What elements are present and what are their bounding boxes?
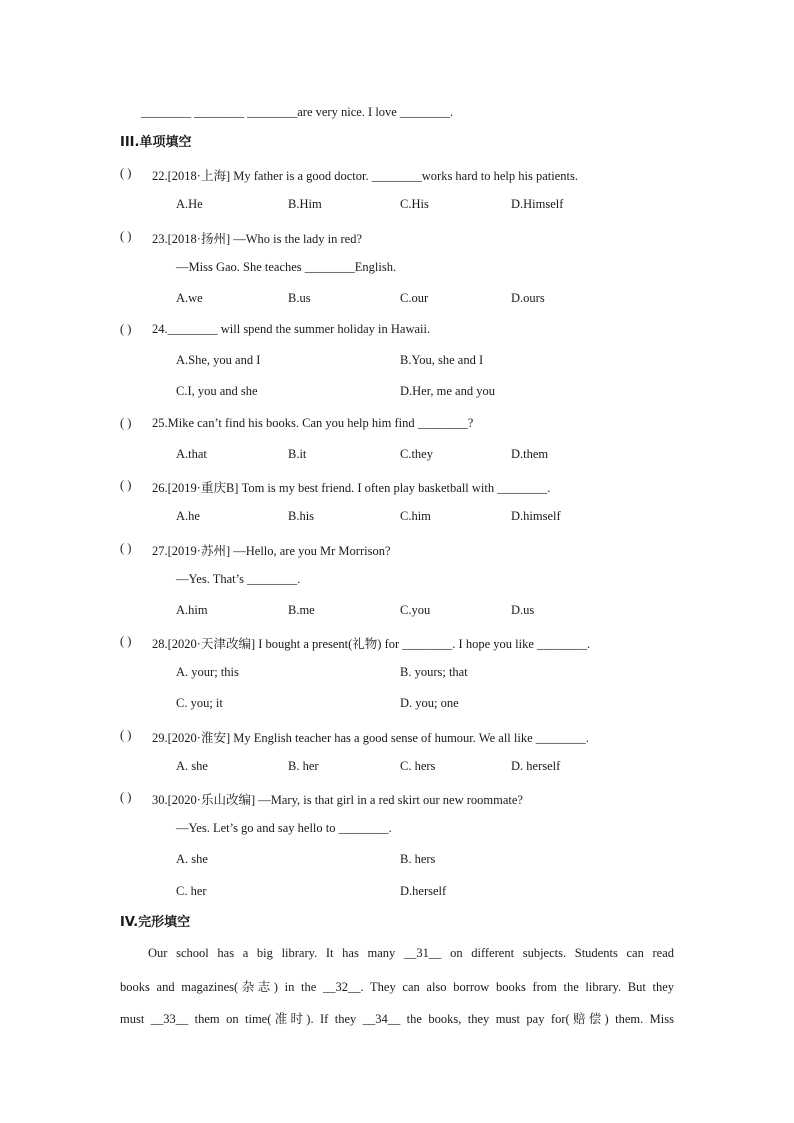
option-c: C.him	[400, 509, 431, 523]
option-d: D. you; one	[400, 696, 459, 710]
passage-line: Our school has a big library. It has many __31__ on different subjects. Students can read	[148, 946, 674, 960]
option-b: B.it	[288, 447, 307, 461]
option-a: A. she	[176, 852, 208, 866]
option-c: C.they	[400, 447, 433, 461]
option-b: B. hers	[400, 852, 436, 866]
answer-blank[interactable]: ( )	[120, 229, 132, 243]
answer-blank[interactable]: ( )	[120, 541, 132, 555]
question-stem: 29.[2020·淮安] My English teacher has a good sense of humour. We all like ________.	[152, 731, 589, 745]
option-d: D.ours	[511, 291, 545, 305]
option-a: A.He	[176, 197, 203, 211]
question-stem: 28.[2020·天津改编] I bought a present(礼物) for ________. I hope you like ________.	[152, 637, 591, 651]
option-d: D. herself	[511, 759, 561, 773]
answer-blank[interactable]: ( )	[120, 728, 132, 742]
option-c: C.you	[400, 603, 431, 617]
question-stem: 26.[2019·重庆B] Tom is my best friend. I often play basketball with ________.	[152, 481, 551, 495]
option-d: D.them	[511, 447, 549, 461]
option-d: D.Her, me and you	[400, 384, 495, 398]
option-c: C. hers	[400, 759, 436, 773]
option-a: A.that	[176, 447, 207, 461]
option-c: C.our	[400, 291, 429, 305]
option-c: C.I, you and she	[176, 384, 258, 398]
answer-blank[interactable]: ( )	[120, 634, 132, 648]
option-a: A. your; this	[176, 665, 239, 679]
top-line: ________ ________ ________are very nice. I love ________.	[141, 105, 454, 119]
answer-blank[interactable]: ( )	[120, 416, 132, 430]
option-d: D.herself	[400, 884, 447, 898]
question-stem: 25.Mike can’t find his books. Can you help him find ________?	[152, 416, 474, 430]
answer-blank[interactable]: ( )	[120, 322, 132, 336]
option-b: B. yours; that	[400, 665, 468, 679]
option-b: B.You, she and I	[400, 353, 484, 367]
option-d: D.himself	[511, 509, 561, 523]
section-3-title: III.单项填空	[120, 135, 192, 150]
option-a: A.She, you and I	[176, 353, 261, 367]
option-b: B. her	[288, 759, 319, 773]
option-b: B.us	[288, 291, 311, 305]
option-d: D.us	[511, 603, 535, 617]
option-b: B.his	[288, 509, 315, 523]
answer-blank[interactable]: ( )	[120, 478, 132, 492]
option-b: B.me	[288, 603, 315, 617]
option-c: C.His	[400, 197, 429, 211]
question-stem-line-2: —Miss Gao. She teaches ________English.	[176, 260, 397, 274]
question-stem: 27.[2019·苏州] —Hello, are you Mr Morrison?	[152, 544, 391, 558]
option-a: A.we	[176, 291, 203, 305]
option-c: C. her	[176, 884, 207, 898]
answer-blank[interactable]: ( )	[120, 790, 132, 804]
option-d: D.Himself	[511, 197, 564, 211]
option-a: A. she	[176, 759, 208, 773]
question-stem: 30.[2020·乐山改编] —Mary, is that girl in a red skirt our new roommate?	[152, 793, 523, 807]
section-4-title: IV.完形填空	[120, 915, 191, 930]
option-a: A.him	[176, 603, 208, 617]
passage-line: must __33__ them on time(准时). If they __34__ the books, they must pay for(赔偿) them. Miss	[120, 1012, 674, 1026]
option-b: B.Him	[288, 197, 322, 211]
question-stem-line-2: —Yes. That’s ________.	[176, 572, 301, 586]
option-c: C. you; it	[176, 696, 223, 710]
answer-blank[interactable]: ( )	[120, 166, 132, 180]
question-stem-line-2: —Yes. Let’s go and say hello to ________.	[176, 821, 392, 835]
question-stem: 24.________ will spend the summer holiday in Hawaii.	[152, 322, 431, 336]
question-stem: 23.[2018·扬州] —Who is the lady in red?	[152, 232, 363, 246]
passage-line: books and magazines(杂志) in the __32__. They can also borrow books from the library. But they	[120, 980, 674, 994]
option-a: A.he	[176, 509, 200, 523]
question-stem: 22.[2018·上海] My father is a good doctor. ________works hard to help his patients.	[152, 169, 578, 183]
